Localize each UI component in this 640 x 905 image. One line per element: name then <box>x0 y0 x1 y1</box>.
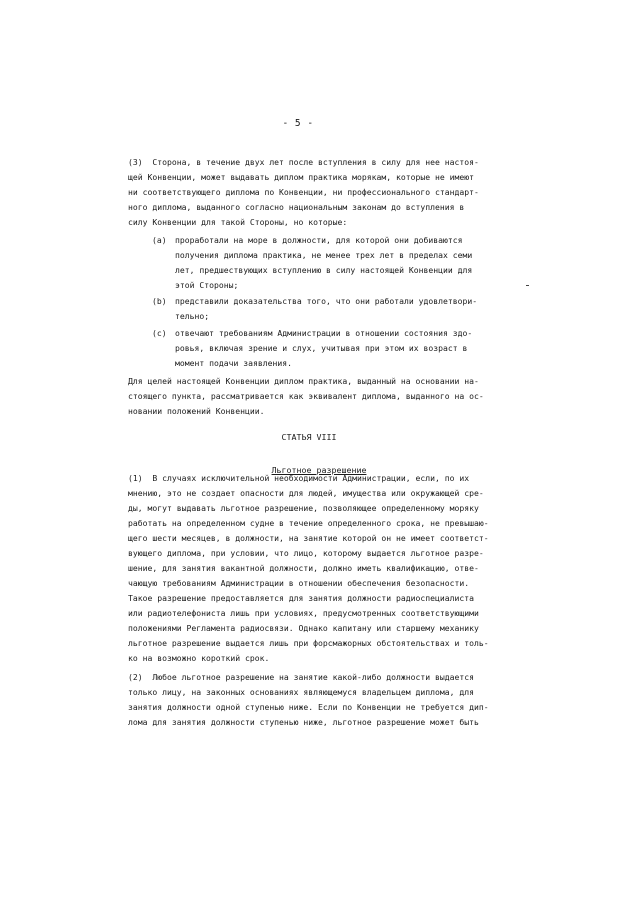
text-line: новании положений Конвенции. <box>128 406 265 416</box>
text-line: лет, предшествующих вступлению в силу настоящей Конвенции для <box>175 265 473 275</box>
article-subtitle: Льготное разрешение <box>271 465 367 475</box>
text-line: только лицу, на законных основаниях являющемуся владельцем диплома, для <box>128 687 474 697</box>
text-line: (3) Сторона, в течение двух лет после вступления в силу для нее настоя- <box>128 157 479 167</box>
text-line: стоящего пункта, рассматривается как эквивалент диплома, выданного на ос- <box>128 391 484 401</box>
text-line: шение, для занятия вакантной должности, должно иметь квалификацию, отве- <box>128 563 479 573</box>
text-line: силу Конвенции для такой Стороны, но которые: <box>128 217 348 227</box>
list-marker: (c) <box>152 328 167 338</box>
text-line: ни соответствующего диплома по Конвенции, ни профессионального стандарт- <box>128 187 479 197</box>
text-line: ного диплома, выданного согласно национальным законам до вступления в <box>128 202 465 212</box>
text-line: момент подачи заявления. <box>175 358 292 368</box>
text-line: льготное разрешение выдается лишь при форсмажорных обстоятельствах и толь- <box>128 638 489 648</box>
text-line: положениями Регламента радиосвязи. Однако капитану или старшему механику <box>128 623 479 633</box>
text-line: ко на возможно короткий срок. <box>128 653 270 663</box>
text-line: (1) В случаях исключительной необходимости Администрации, если, по их <box>128 473 470 483</box>
text-line: (2) Любое льготное разрешение на занятие какой-либо должности выдается <box>128 672 474 682</box>
text-line: мнению, это не создает опасности для людей, имущества или окружающей сре- <box>128 488 484 498</box>
text-line: получения диплома практика, не менее трех лет в пределах семи <box>175 250 473 260</box>
list-marker: (a) <box>152 235 167 245</box>
text-line: представили доказательства того, что они работали удовлетвори- <box>175 296 478 306</box>
text-line: чающую требованиям Администрации в отношении обеспечения безопасности. <box>128 578 470 588</box>
article-title: СТАТЬЯ VIII <box>281 432 337 442</box>
text-line: занятия должности одной ступенью ниже. Если по Конвенции не требуется дип- <box>128 702 489 712</box>
text-line: тельно; <box>175 311 210 321</box>
text-line: ды, могут выдавать льготное разрешение, позволяющее определенному моряку <box>128 503 479 513</box>
text-line: проработали на море в должности, для которой они добиваются <box>175 235 463 245</box>
text-line: работать на определенном судне в течение определенного срока, не превышаю- <box>128 518 489 528</box>
text-line: или радиотелефониста лишь при условиях, предусмотренных соответствующими <box>128 608 479 618</box>
text-line: вующего диплома, при условии, что лицо, которому выдается льготное разре- <box>128 548 484 558</box>
text-line: Такое разрешение предоставляется для занятия должности радиоспециалиста <box>128 593 474 603</box>
list-marker: (b) <box>152 296 167 306</box>
page-number: - 5 - <box>282 118 314 129</box>
text-line: лома для занятия должности ступенью ниже, льготное разрешение может быть <box>128 717 479 727</box>
scan-mark <box>526 285 529 286</box>
text-line: щей Конвенции, может выдавать диплом практика морякам, которые не имеют <box>128 172 474 182</box>
text-line: отвечают требованиям Администрации в отношении состояния здо- <box>175 328 473 338</box>
text-line: Для целей настоящей Конвенции диплом практика, выданный на основании на- <box>128 376 479 386</box>
text-line: щего шести месяцев, в должности, на занятие которой он не имеет соответст- <box>128 533 489 543</box>
text-line: этой Стороны; <box>175 280 239 290</box>
text-line: ровья, включая зрение и слух, учитывая при этом их возраст в <box>175 343 468 353</box>
